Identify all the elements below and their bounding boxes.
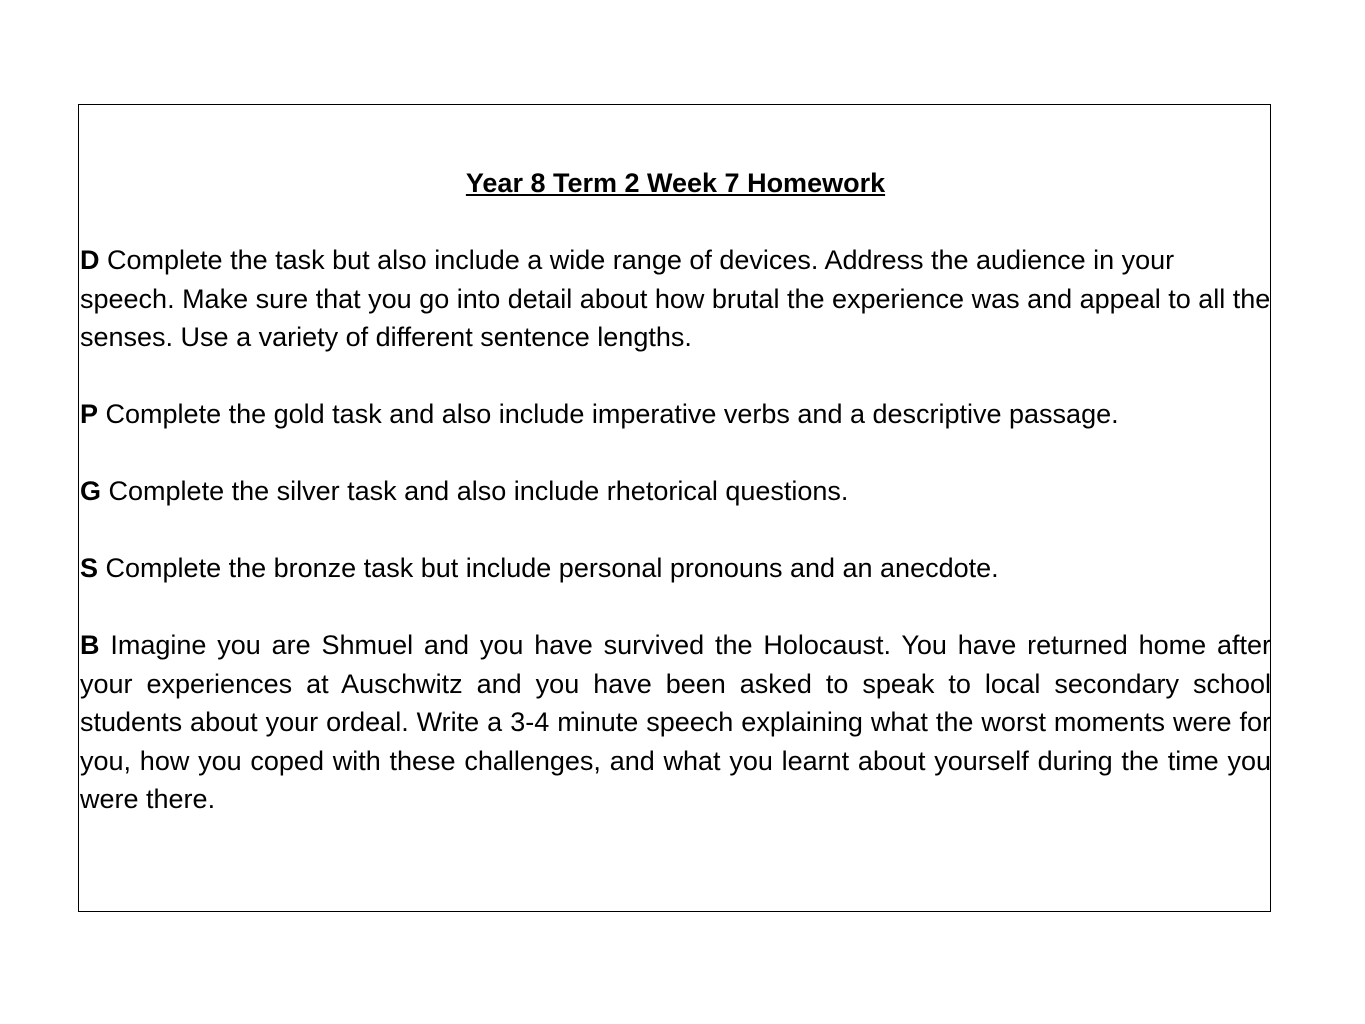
task-d (80, 241, 1271, 357)
task-text-d: Complete the task but also include a wide range of devices. Address the audience in your speech. Make sure that you go into detail about how brutal the experience was and appeal to all the senses. Use a variety of different sentence lengths. (80, 245, 1271, 352)
task-level-g: G (80, 476, 102, 506)
task-p (80, 395, 1271, 434)
task-b (80, 626, 1271, 819)
task-g (80, 472, 1271, 511)
task-s (80, 549, 1271, 588)
task-level-s: S (80, 553, 99, 583)
task-level-d: D (80, 245, 100, 275)
task-text-p: Complete the gold task and also include imperative verbs and a descriptive passage. (105, 399, 1119, 429)
task-text-b: Imagine you are Shmuel and you have survived the Holocaust. You have returned home after your experiences at Auschwitz and you have been asked to speak to local secondary school students about your ordeal. Write a 3-4 minute speech explaining what the worst moments were for you, how you coped with these challenges, and what you learnt about yourself during the time you were there. (80, 630, 1271, 814)
task-text-g: Complete the silver task and also include rhetorical questions. (108, 476, 849, 506)
task-level-p: P (80, 399, 99, 429)
homework-title: Year 8 Term 2 Week 7 Homework (465, 168, 886, 198)
homework-content (80, 164, 1271, 819)
task-text-s: Complete the bronze task but include personal pronouns and an anecdote. (105, 553, 999, 583)
task-level-b: B (80, 630, 100, 660)
